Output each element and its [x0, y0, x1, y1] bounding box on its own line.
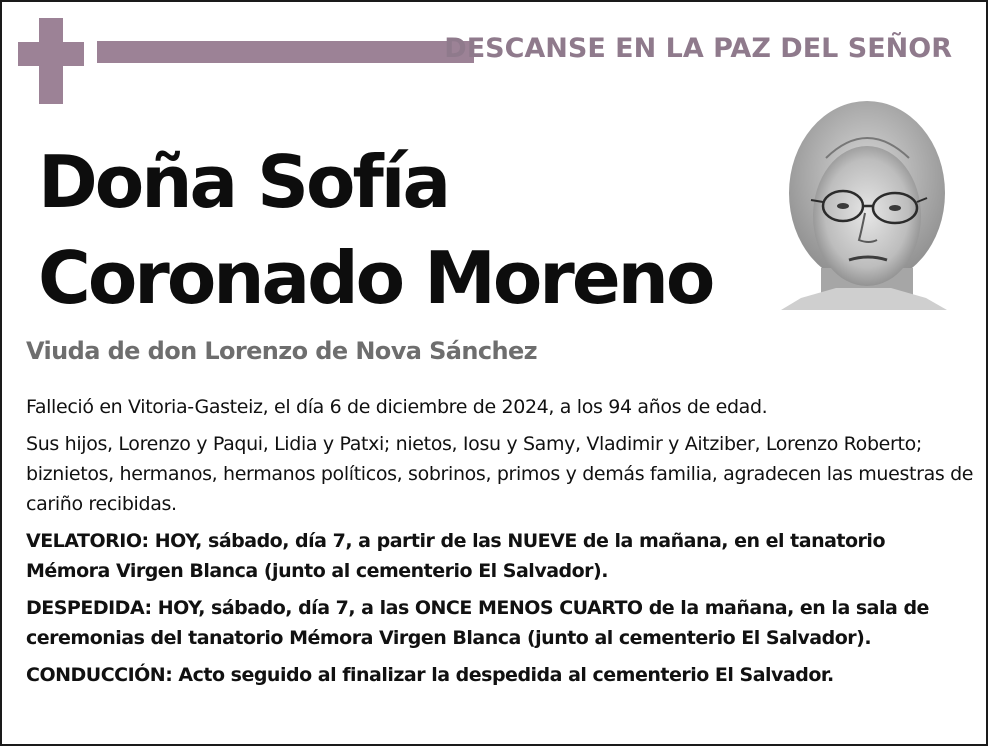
notice-body [26, 392, 974, 697]
cross-icon-arm [18, 42, 84, 66]
subtitle: Viuda de don Lorenzo de Nova Sánchez [26, 337, 538, 365]
banner-text: DESCANSE EN LA PAZ DEL SEÑOR [444, 33, 952, 64]
header-bar [97, 41, 474, 63]
death-paragraph: Falleció en Vitoria-Gasteiz, el día 6 de diciembre de 2024, a los 94 años de edad. [26, 396, 768, 418]
conduccion-paragraph: CONDUCCIÓN: Acto seguido al finalizar la despedida al cementerio El Salvador. [26, 664, 834, 686]
family-paragraph: Sus hijos, Lorenzo y Paqui, Lidia y Patxi; nietos, Iosu y Samy, Vladimir y Aitziber, Lorenzo Roberto; biznietos, hermanos, hermanos políticos, sobrinos, primos y demás familia, agradecen las muestras de cariño recibidas. [26, 433, 974, 515]
despedida-paragraph: DESPEDIDA: HOY, sábado, día 7, a las ONCE MENOS CUARTO de la mañana, en la sala de ceremonias del tanatorio Mémora Virgen Blanca (junto al cementerio El Salvador). [26, 597, 929, 649]
name-line-2: Coronado Moreno [38, 236, 713, 320]
deceased-name [38, 134, 712, 326]
velatorio-paragraph: VELATORIO: HOY, sábado, día 7, a partir de las NUEVE de la mañana, en el tanatorio Mémora Virgen Blanca (junto al cementerio El Salvador). [26, 530, 885, 582]
portrait-photo [781, 98, 947, 310]
name-line-1: Doña Sofía [38, 140, 449, 224]
